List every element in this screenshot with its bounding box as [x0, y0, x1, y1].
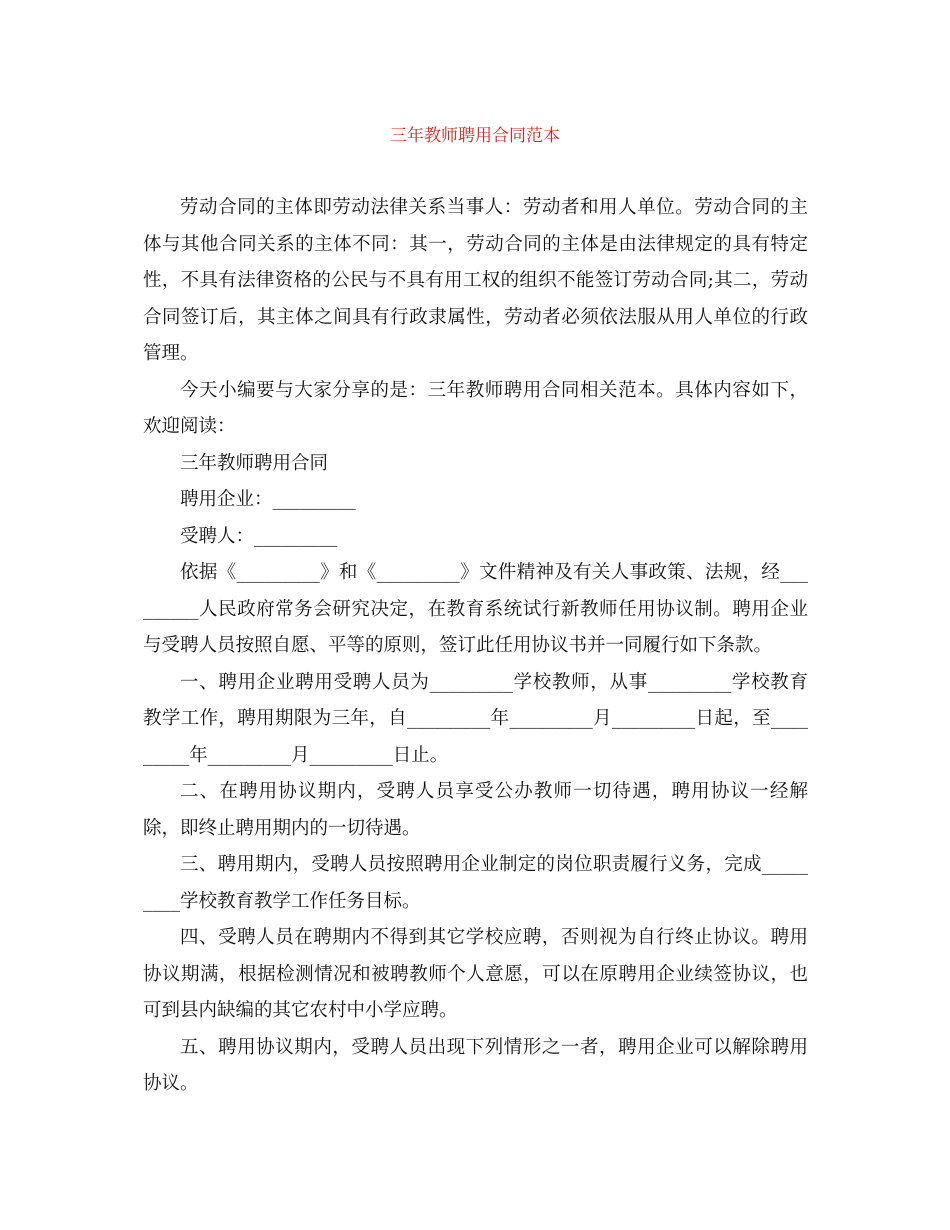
- paragraph-clause-4: 四、受聘人员在聘期内不得到其它学校应聘，否则视为自行终止协议。聘用协议期满，根据检测情况和被聘教师个人意愿，可以在原聘用企业续签协议，也可到县内缺编的其它农村中小学应聘。: [143, 927, 808, 1021]
- document-body: [143, 190, 808, 1103]
- paragraph-clause-1: 一、聘用企业聘用受聘人员为_________学校教师，从事_________学校教育教学工作，聘用期限为三年，自_________年_________月_________日起，至_________年_________月_________日止。: [143, 671, 808, 766]
- paragraph-clause-3: 三、聘用期内，受聘人员按照聘用企业制定的岗位职责履行义务，完成_________学校教育教学工作任务目标。: [143, 854, 808, 912]
- paragraph-clause-5: 五、聘用协议期内，受聘人员出现下列情形之一者，聘用企业可以解除聘用协议。: [143, 1036, 808, 1094]
- paragraph-contract-heading: 三年教师聘用合同: [180, 452, 329, 474]
- paragraph-share: 今天小编要与大家分享的是：三年教师聘用合同相关范本。具体内容如下，欢迎阅读：: [143, 379, 808, 437]
- paragraph-intro: 劳动合同的主体即劳动法律关系当事人：劳动者和用人单位。劳动合同的主体与其他合同关系的主体不同：其一，劳动合同的主体是由法律规定的具有特定性，不具有法律资格的公民与不具有用工权的组织不能签订劳动合同;其二，劳动合同签订后，其主体之间具有行政隶属性，劳动者必须依法服从用人单位的行政管理。: [143, 197, 808, 364]
- paragraph-basis: 依据《_________》和《_________》文件精神及有关人事政策、法规，经_________人民政府常务会研究决定，在教育系统试行新教师任用协议制。聘用企业与受聘人员按照自愿、平等的原则，签订此任用协议书并一同履行如下条款。: [143, 562, 808, 656]
- document-title: 三年教师聘用合同范本: [390, 126, 560, 146]
- paragraph-clause-2: 二、在聘用协议期内，受聘人员享受公办教师一切待遇，聘用协议一经解除，即终止聘用期内的一切待遇。: [143, 781, 808, 839]
- paragraph-employee: 受聘人：_________: [180, 525, 338, 547]
- paragraph-employer: 聘用企业：_________: [180, 489, 356, 510]
